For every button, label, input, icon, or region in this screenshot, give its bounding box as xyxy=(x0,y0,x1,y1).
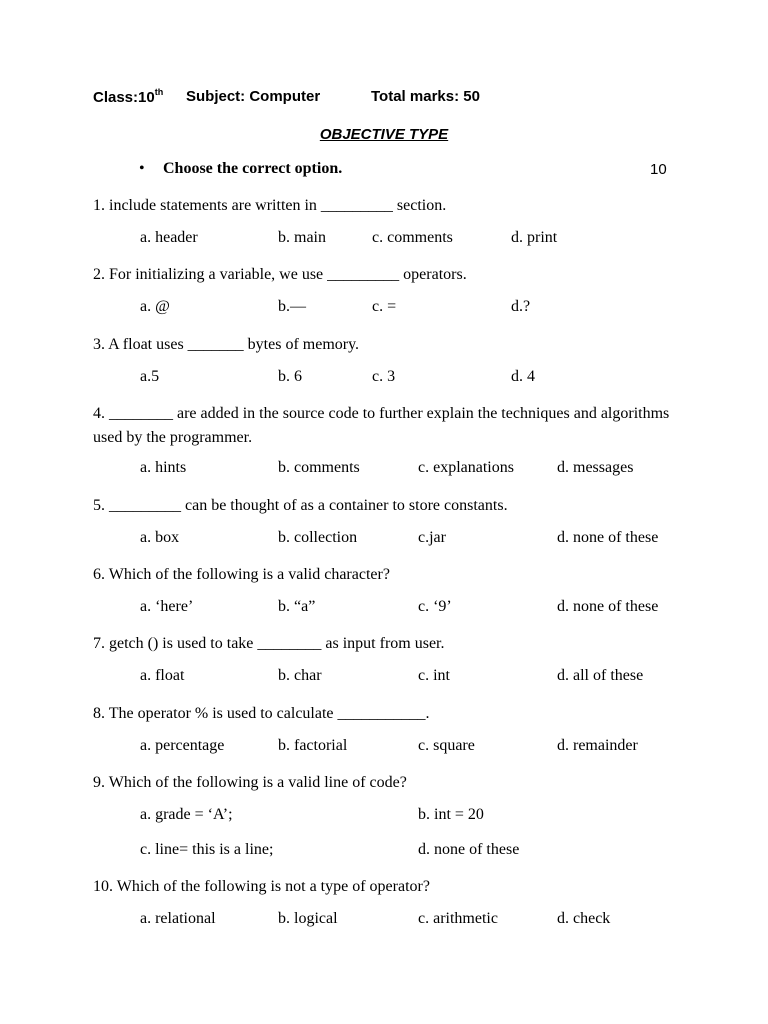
question-2: 2. For initializing a variable, we use _________ operators. xyxy=(93,266,467,283)
q5-option-d: d. none of these xyxy=(557,529,659,546)
q3-option-c: c. 3 xyxy=(372,368,396,385)
q7-option-b: b. char xyxy=(278,667,322,684)
question-1: 1. include statements are written in _________ section. xyxy=(93,197,447,214)
q3-option-d: d. 4 xyxy=(511,368,535,385)
q7-option-c: c. int xyxy=(418,667,450,684)
q6-option-a: a. ‘here’ xyxy=(140,598,194,615)
question-7: 7. getch () is used to take ________ as input from user. xyxy=(93,635,445,652)
question-8: 8. The operator % is used to calculate ___________. xyxy=(93,705,430,722)
q9-option-b: b. int = 20 xyxy=(418,806,484,823)
q4-option-a: a. hints xyxy=(140,459,187,476)
q8-option-b: b. factorial xyxy=(278,737,348,754)
question-5: 5. _________ can be thought of as a container to store constants. xyxy=(93,497,508,514)
question-3: 3. A float uses _______ bytes of memory. xyxy=(93,336,360,353)
q3-option-b: b. 6 xyxy=(278,368,302,385)
q10-option-d: d. check xyxy=(557,910,611,927)
q5-option-a: a. box xyxy=(140,529,180,546)
class-superscript: th xyxy=(154,87,164,97)
q4-option-b: b. comments xyxy=(278,459,360,476)
q8-option-a: a. percentage xyxy=(140,737,225,754)
q2-option-a: a. @ xyxy=(140,298,170,315)
q4-option-d: d. messages xyxy=(557,459,634,476)
q6-option-d: d. none of these xyxy=(557,598,659,615)
q10-option-b: b. logical xyxy=(278,910,338,927)
q1-option-c: c. comments xyxy=(372,229,453,246)
q7-option-d: d. all of these xyxy=(557,667,644,684)
question-10: 10. Which of the following is not a type of operator? xyxy=(93,878,430,895)
q8-option-c: c. square xyxy=(418,737,475,754)
q10-option-c: c. arithmetic xyxy=(418,910,498,927)
bullet-icon: • xyxy=(139,160,145,177)
question-6: 6. Which of the following is a valid character? xyxy=(93,566,390,583)
question-4: 4. ________ are added in the source code to further explain the techniques and algorithms used by the programmer. xyxy=(93,405,670,446)
q6-option-c: c. ‘9’ xyxy=(418,598,452,615)
q2-option-c: c. = xyxy=(372,298,397,315)
q4-option-c: c. explanations xyxy=(418,459,514,476)
q10-option-a: a. relational xyxy=(140,910,216,927)
class-label: Class:10th xyxy=(93,87,164,106)
q2-option-d: d.? xyxy=(511,298,531,315)
q1-option-d: d. print xyxy=(511,229,558,246)
q1-option-a: a. header xyxy=(140,229,198,246)
q5-option-c: c.jar xyxy=(418,529,446,546)
q7-option-a: a. float xyxy=(140,667,185,684)
q5-option-b: b. collection xyxy=(278,529,358,546)
q9-option-d: d. none of these xyxy=(418,841,520,858)
q3-option-a: a.5 xyxy=(140,368,160,385)
q2-option-b: b.— xyxy=(278,298,306,315)
instruction-text: Choose the correct option. xyxy=(163,160,343,177)
question-9: 9. Which of the following is a valid line of code? xyxy=(93,774,407,791)
q8-option-d: d. remainder xyxy=(557,737,638,754)
q6-option-b: b. “a” xyxy=(278,598,316,615)
q9-option-c: c. line= this is a line; xyxy=(140,841,274,858)
total-marks-label: Total marks: 50 xyxy=(371,88,480,105)
q1-option-b: b. main xyxy=(278,229,326,246)
q9-option-a: a. grade = ‘A’; xyxy=(140,806,233,823)
section-title: OBJECTIVE TYPE xyxy=(319,126,449,143)
subject-label: Subject: Computer xyxy=(186,88,321,105)
section-marks: 10 xyxy=(650,161,667,178)
